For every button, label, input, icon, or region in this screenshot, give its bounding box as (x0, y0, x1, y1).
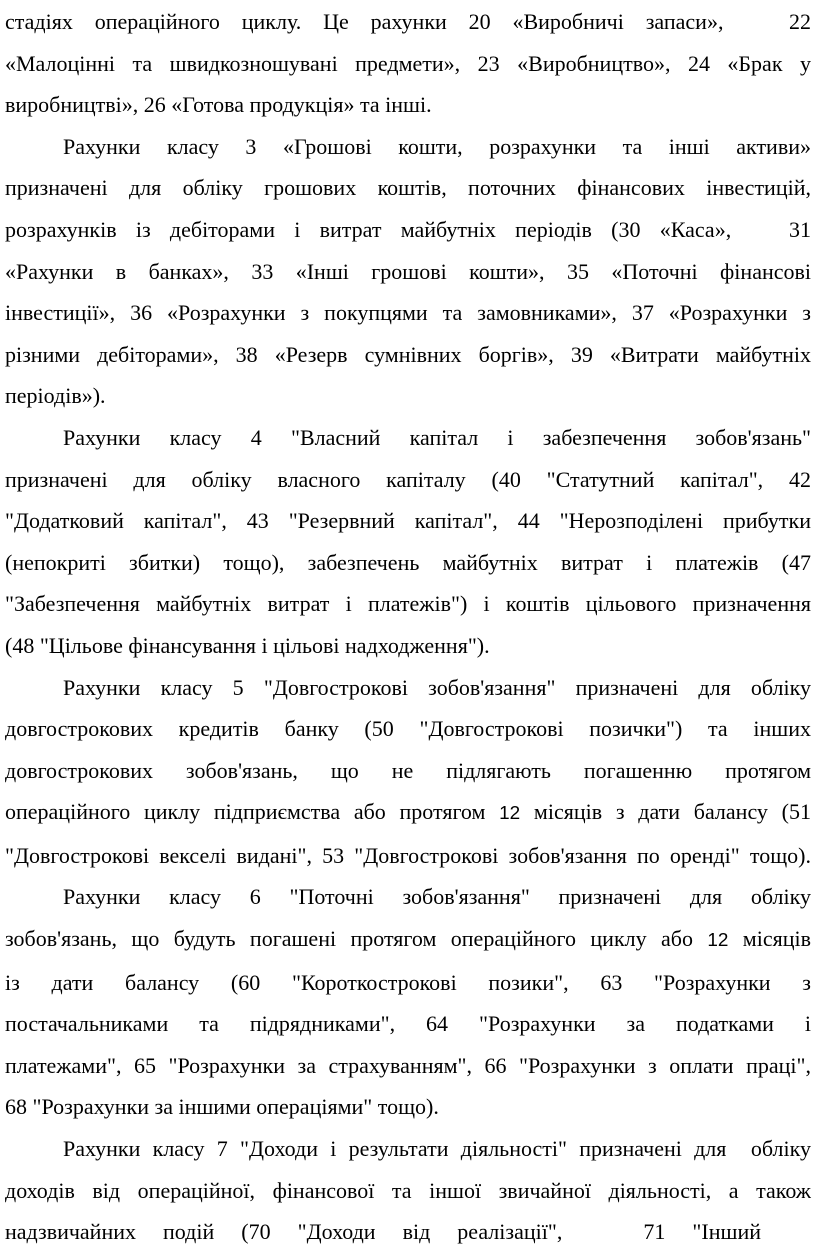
text-line: Рахунки класу 3 «Грошові кошти, розрахунки та інші активи» (63, 133, 811, 159)
text-line: довгострокових зобов'язань, що не підлягають погашенню протягом (5, 757, 811, 783)
text-line: (непокриті збитки) тощо), забезпечень майбутніх витрат і платежів (47 (5, 549, 811, 575)
sans-number: 12 (707, 930, 729, 952)
text-line: Рахунки класу 5 "Довгострокові зобов'язання" призначені для обліку (63, 674, 811, 700)
text-line: "Забезпечення майбутніх витрат і платежів") і коштів цільового призначення (5, 591, 811, 617)
text-line: "Довгострокові векселі видані", 53 "Довгострокові зобов'язання по оренді" тощо). (5, 842, 811, 868)
text-line: "Додатковий капітал", 43 "Резервний капітал", 44 "Нерозподілені прибутки (5, 508, 811, 534)
text-line: надзвичайних подій (70 "Доходи від реалізації", 71 "Інший (5, 1219, 761, 1245)
text-line: стадіях операційного циклу. Це рахунки 20 «Виробничі запаси», 22 (5, 9, 811, 34)
text-line: «Рахунки в банках», 33 «Інші грошові кошти», 35 «Поточні фінансові (5, 258, 811, 284)
text-line: постачальниками та підрядниками", 64 "Розрахунки за податками і (5, 1011, 811, 1037)
sans-number: 12 (499, 803, 521, 825)
text-line: платежами", 65 "Розрахунки за страхуванням", 66 "Розрахунки з оплати праці", (5, 1052, 811, 1078)
paragraph (5, 876, 811, 1128)
text-line: «Малоцінні та швидкозношувані предмети», 23 «Виробництво», 24 «Брак у (5, 50, 811, 76)
paragraph (5, 417, 811, 667)
paragraph (5, 1128, 811, 1253)
text-line: призначені для обліку власного капіталу (40 "Статутний капітал", 42 (5, 466, 811, 492)
text-line: розрахунків із дебіторами і витрат майбутніх періодів (30 «Каса», 31 (5, 216, 811, 242)
text-line: довгострокових кредитів банку (50 "Довгострокові позички") та інших (5, 716, 811, 742)
text-line: зобов'язань, що будуть погашені протягом операційного циклу або 12 місяців (5, 926, 811, 952)
text-line: (48 "Цільове фінансування і цільові надходження"). (5, 632, 490, 658)
text-line: інвестиції», 36 «Розрахунки з покупцями та замовниками», 37 «Розрахунки з (5, 300, 811, 326)
text-line: виробництві», 26 «Готова продукція» та інші. (5, 92, 432, 118)
text-line: 68 "Розрахунки за іншими операціями" тощо). (5, 1094, 439, 1120)
paragraph (5, 667, 811, 877)
text-line: операційного циклу підприємства або протягом 12 місяців з дати балансу (51 (5, 799, 811, 825)
text-line: Рахунки класу 4 "Власний капітал і забезпечення зобов'язань" (63, 424, 811, 450)
text-line: доходів від операційної, фінансової та іншої звичайної діяльності, а також (5, 1177, 811, 1203)
text-line: різними дебіторами», 38 «Резерв сумнівних боргів», 39 «Витрати майбутніх (5, 341, 811, 367)
text-line: Рахунки класу 6 "Поточні зобов'язання" призначені для обліку (63, 884, 811, 910)
paragraph (5, 1, 811, 126)
text-line: із дати балансу (60 "Короткострокові позики", 63 "Розрахунки з (5, 969, 811, 995)
text-line: Рахунки класу 7 "Доходи і результати діяльності" призначені для обліку (63, 1136, 811, 1162)
paragraph (5, 126, 811, 417)
text-line: періодів»). (5, 383, 106, 409)
text-line: призначені для обліку грошових коштів, поточних фінансових інвестицій, (5, 175, 811, 201)
